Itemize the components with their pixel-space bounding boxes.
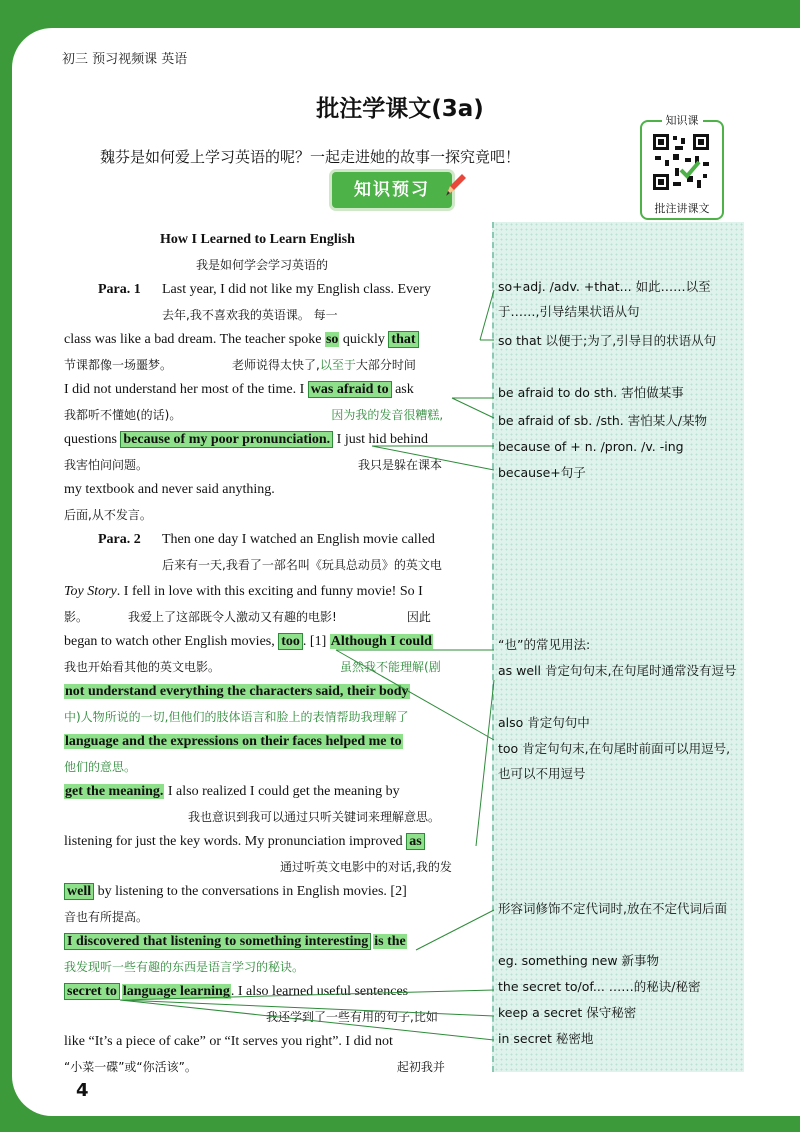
line-9-en: not understand everything the characters said, their body [65,684,409,699]
qr-card[interactable] [640,114,724,220]
para1-label: Para. 1 [98,282,141,297]
line-10-en: language and the expressions on their faces helped me to [65,734,402,749]
qr-bottom-label: 批注讲课文 [654,202,710,215]
note-afraid-to: be afraid to do sth. 害怕做某事 [498,385,684,400]
line-5-zh: 后面,从不发言。 [64,508,152,522]
qr-code-icon[interactable] [651,132,711,192]
page-number: 4 [76,1080,89,1101]
note-so-that-purpose: so that 以便于;为了,引导目的状语从句 [498,333,717,348]
line-7-zh: 影。 我爱上了这部既令人激动又有趣的电影! 因此 [64,610,431,624]
line-12-zh: 通过听英文电影中的对话,我的发 [280,860,452,874]
line-15-en: secret to language learning. I also learned useful sentences [64,984,408,1000]
note-also-usage: “也”的常见用法: [498,637,591,652]
note-also: also 肯定句句中 [498,715,590,730]
line-6-zh: 后来有一天,我看了一部名叫《玩具总动员》的英文电 [162,558,442,572]
line-15-zh: 我还学到了一些有用的句子,比如 [266,1010,438,1024]
line-8-en: began to watch other English movies, too . [1] Although I could [64,634,432,649]
note-as-well: as well 肯定句句末,在句尾时通常没有逗号 [498,663,737,678]
header-label: 初三 预习视频课 英语 [62,52,188,67]
note-adj-indefinite: 形容词修饰不定代词时,放在不定代词后面 [498,901,727,916]
line-10-zh: 他们的意思。 [64,760,137,774]
passage-heading-zh: 我是如何学会学习英语的 [196,258,329,272]
note-because-of: because of + n. /pron. /v. -ing [498,439,684,454]
note-afraid-of: be afraid of sb. /sth. 害怕某人/某物 [498,413,707,428]
note-secret-to: the secret to/of... ……的秘诀/秘密 [498,979,701,994]
line-4-zh: 我害怕问问题。 我只是躲在课本 [64,458,443,472]
line-7-en: Toy Story. I fell in love with this exciting and funny movie! So I [64,584,423,599]
note-keep-secret: keep a secret 保守秘密 [498,1005,637,1020]
page-title: 批注学课文(3a) [316,96,484,122]
line-11-en: get the meaning. I also realized I could get the meaning by [65,784,400,799]
line-9-zh: 中)人物所说的一切,但他们的肢体语言和脸上的表情帮助我理解了 [64,710,409,724]
line-14-en: I discovered that listening to something interesting is the [64,934,407,950]
line-1-en: Last year, I did not like my English class. Every [162,282,431,297]
line-14-zh: 我发现听一些有趣的东西是语言学习的秘诀。 [64,960,305,974]
line-1-zh: 去年,我不喜欢我的英语课。 每一 [162,308,338,322]
intro-text: 魏芬是如何爱上学习英语的呢？一起走进她的故事一探究竟吧！ [100,148,521,166]
passage-heading: How I Learned to Learn English [160,232,355,247]
line-6-en: Then one day I watched an English movie called [162,532,435,547]
pencil-icon [440,172,468,200]
line-11-zh: 我也意识到我可以通过只听关键词来理解意思。 [188,810,441,824]
line-2-zh: 节课都像一场噩梦。 老师说得太快了,以至于大部分时间 [64,358,416,372]
note-eg-something-new: eg. something new 新事物 [498,953,660,968]
line-13-en: well by listening to the conversations in English movies. [2] [64,884,407,900]
line-13-zh: 音也有所提高。 [64,910,149,924]
section-badge-label: 知识预习 [354,180,430,200]
line-3-en: I did not understand her most of the time. I was afraid to ask [64,382,414,397]
line-2-en: class was like a bad dream. The teacher spoke so quickly that [64,332,419,348]
line-16-en: like “It’s a piece of cake” or “It serves you right”. I did not [64,1034,393,1049]
section-badge [332,172,452,208]
qr-top-label: 知识课 [642,112,722,128]
line-5-en: my textbook and never said anything. [64,482,275,497]
line-8-zh: 我也开始看其他的英文电影。 虽然我不能理解(剧 [64,660,441,674]
line-12-en: listening for just the key words. My pronunciation improved as [64,834,425,850]
para2-label: Para. 2 [98,532,141,547]
note-because: because+句子 [498,465,586,480]
note-in-secret: in secret 秘密地 [498,1031,594,1046]
note-too: too 肯定句句末,在句尾时前面可以用逗号,也可以不用逗号 [498,741,731,781]
line-4-en: questions because of my poor pronunciation. I just hid behind [64,432,429,447]
note-so-that-result: so+adj. /adv. +that... 如此……以至于……,引导结果状语从句 [498,279,711,319]
line-16-zh: “小菜一碟”或“你活该”。 起初我并 [64,1060,445,1074]
line-3-zh: 我都听不懂她(的话)。 因为我的发音很糟糕, [64,408,444,422]
